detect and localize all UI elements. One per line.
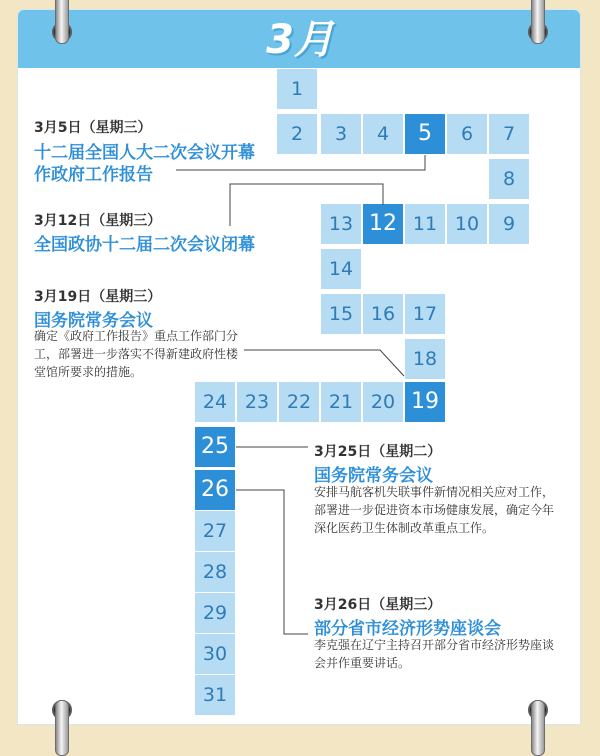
day-cell-16: 16 <box>362 293 404 335</box>
day-cell-24: 24 <box>194 381 236 423</box>
day-cell-15: 15 <box>320 293 362 335</box>
connector-day-19 <box>244 350 404 376</box>
event-26-title: 部分省市经济形势座谈会 <box>314 619 501 639</box>
event-25-desc: 安排马航客机失联事件新情况相关应对工作，部署进一步促进资本市场健康发展，确定今年深化医药卫生体制改革重点工作。 <box>314 485 555 535</box>
day-cell-29: 29 <box>194 592 236 634</box>
event-12-title: 全国政协十二届二次会议闭幕 <box>34 235 255 255</box>
day-cell-26: 26 <box>194 469 236 511</box>
day-cell-28: 28 <box>194 551 236 593</box>
event-26-date: 3月26日（星期三） <box>314 597 442 613</box>
day-cell-2: 2 <box>276 113 318 155</box>
day-cell-6: 6 <box>446 113 488 155</box>
event-5-title: 十二届全国人大二次会议开幕 <box>34 143 255 163</box>
day-cell-10: 10 <box>446 203 488 245</box>
day-cell-11: 11 <box>404 203 446 245</box>
event-5-date: 3月5日（星期三） <box>34 120 152 136</box>
event-19-date: 3月19日（星期三） <box>34 289 162 305</box>
connector-day-26 <box>236 490 308 634</box>
day-cell-22: 22 <box>278 381 320 423</box>
day-cell-23: 23 <box>236 381 278 423</box>
month-title: 3月 <box>266 17 334 63</box>
day-cell-18: 18 <box>404 338 446 380</box>
day-cell-19: 19 <box>404 381 446 423</box>
event-19-desc: 确定《政府工作报告》重点工作部门分工，部署进一步落实不得新建政府性楼堂馆所要求的措施。 <box>34 329 239 379</box>
event-25-title: 国务院常务会议 <box>314 466 433 486</box>
day-cell-27: 27 <box>194 510 236 552</box>
day-cell-3: 3 <box>320 113 362 155</box>
day-cell-12: 12 <box>362 203 404 245</box>
event-26-desc: 李克强在辽宁主持召开部分省市经济形势座谈会并作重要讲话。 <box>314 638 555 670</box>
day-cell-25: 25 <box>194 426 236 468</box>
event-5-title-line2: 作政府工作报告 <box>34 165 153 185</box>
day-cell-14: 14 <box>320 248 362 290</box>
day-cell-21: 21 <box>320 381 362 423</box>
day-cell-31: 31 <box>194 674 236 716</box>
day-cell-20: 20 <box>362 381 404 423</box>
event-12-date: 3月12日（星期三） <box>34 213 162 229</box>
connector-day-12 <box>230 184 383 226</box>
day-cell-8: 8 <box>488 158 530 200</box>
event-19-title: 国务院常务会议 <box>34 311 153 331</box>
day-cell-17: 17 <box>404 293 446 335</box>
day-cell-7: 7 <box>488 113 530 155</box>
day-cell-9: 9 <box>488 203 530 245</box>
day-cell-4: 4 <box>362 113 404 155</box>
event-25-date: 3月25日（星期二） <box>314 444 442 460</box>
day-cell-1: 1 <box>276 68 318 110</box>
day-cell-13: 13 <box>320 203 362 245</box>
day-cell-5: 5 <box>404 113 446 155</box>
day-cell-30: 30 <box>194 633 236 675</box>
